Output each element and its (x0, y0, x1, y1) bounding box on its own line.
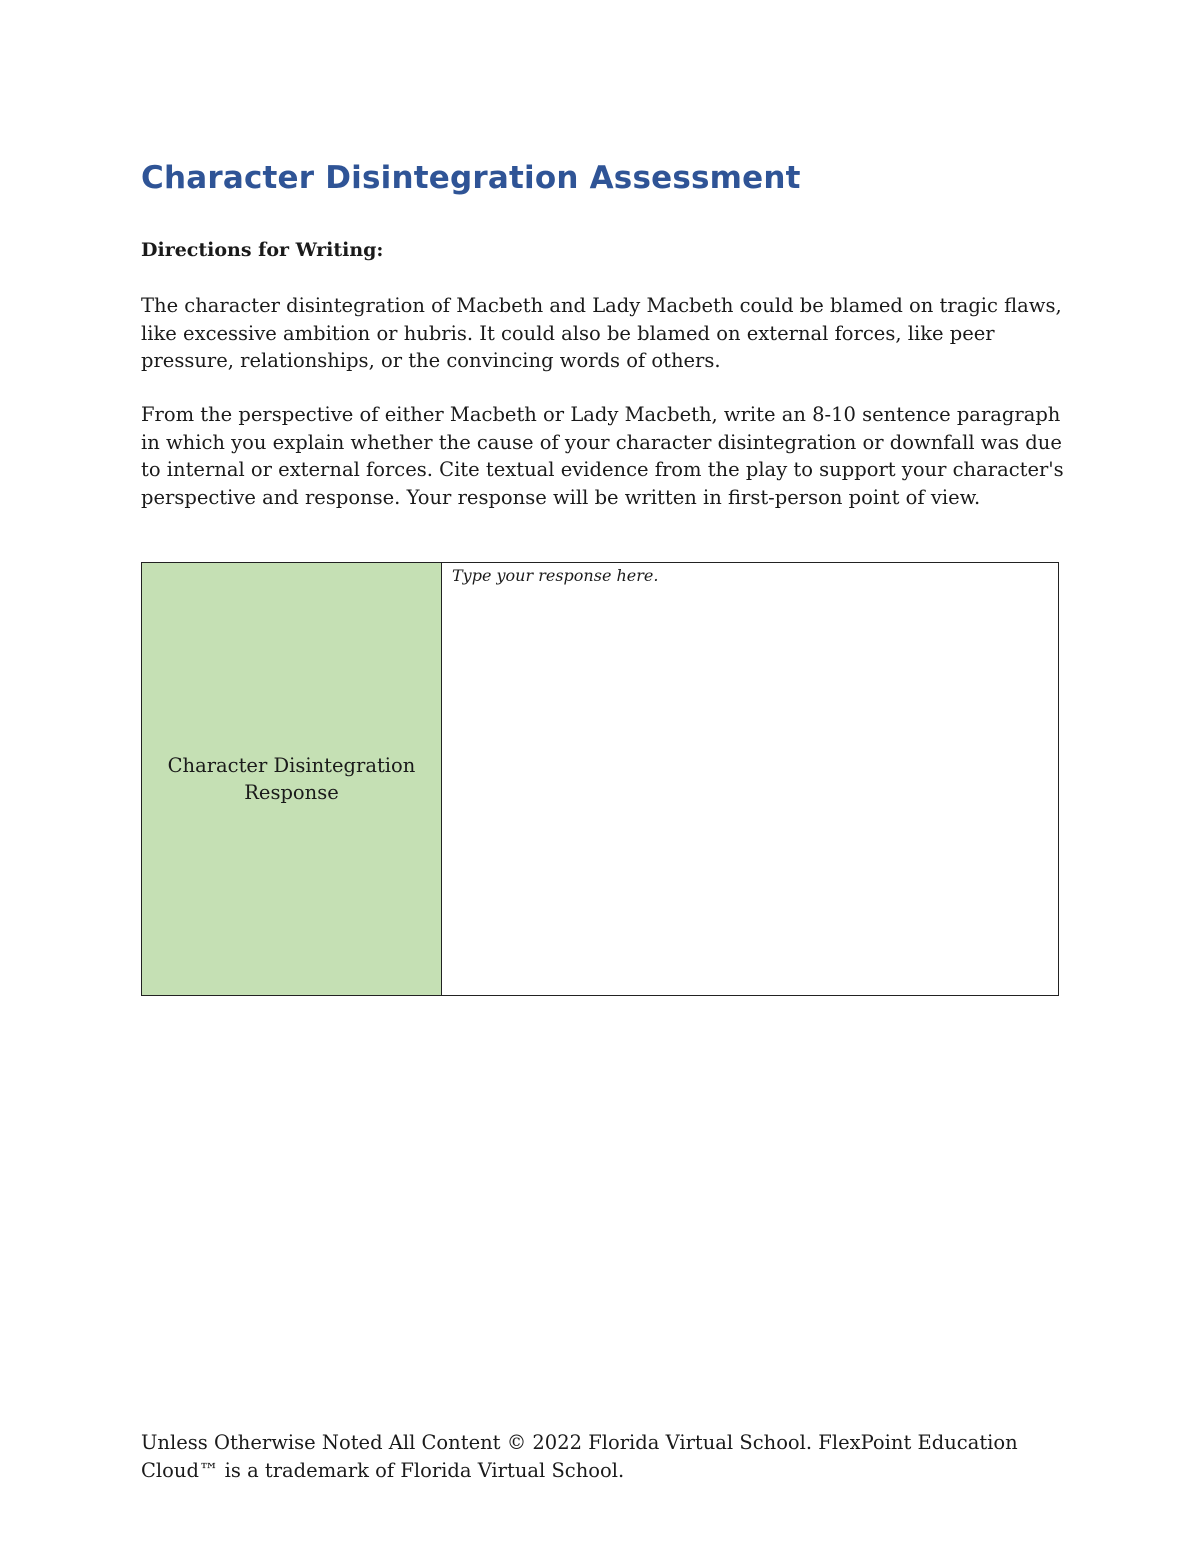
directions-heading: Directions for Writing: (141, 239, 384, 261)
instructions-paragraph: From the perspective of either Macbeth or Lady Macbeth, write an 8-10 sentence paragraph in which you explain whether the cause of your character disintegration or downfall was due to internal or external forces. Cite textual evidence from the play to support your character's perspective and response. Your response will be written in first-person point of view. (141, 403, 1064, 509)
response-table (141, 562, 1059, 996)
response-label: Character Disintegration Response (167, 754, 416, 804)
response-label-cell (142, 563, 442, 995)
copyright-footer: Unless Otherwise Noted All Content © 2022 Florida Virtual School. FlexPoint Education Cloud™ is a trademark of Florida Virtual School. (141, 1431, 1018, 1482)
response-input[interactable] (452, 565, 1048, 993)
response-cell[interactable] (442, 563, 1058, 995)
page-title: Character Disintegration Assessment (141, 160, 801, 196)
intro-paragraph: The character disintegration of Macbeth and Lady Macbeth could be blamed on tragic flaws, like excessive ambition or hubris. It could also be blamed on external forces, like peer pressure, relationships, or the convincing words of others. (141, 294, 1062, 372)
